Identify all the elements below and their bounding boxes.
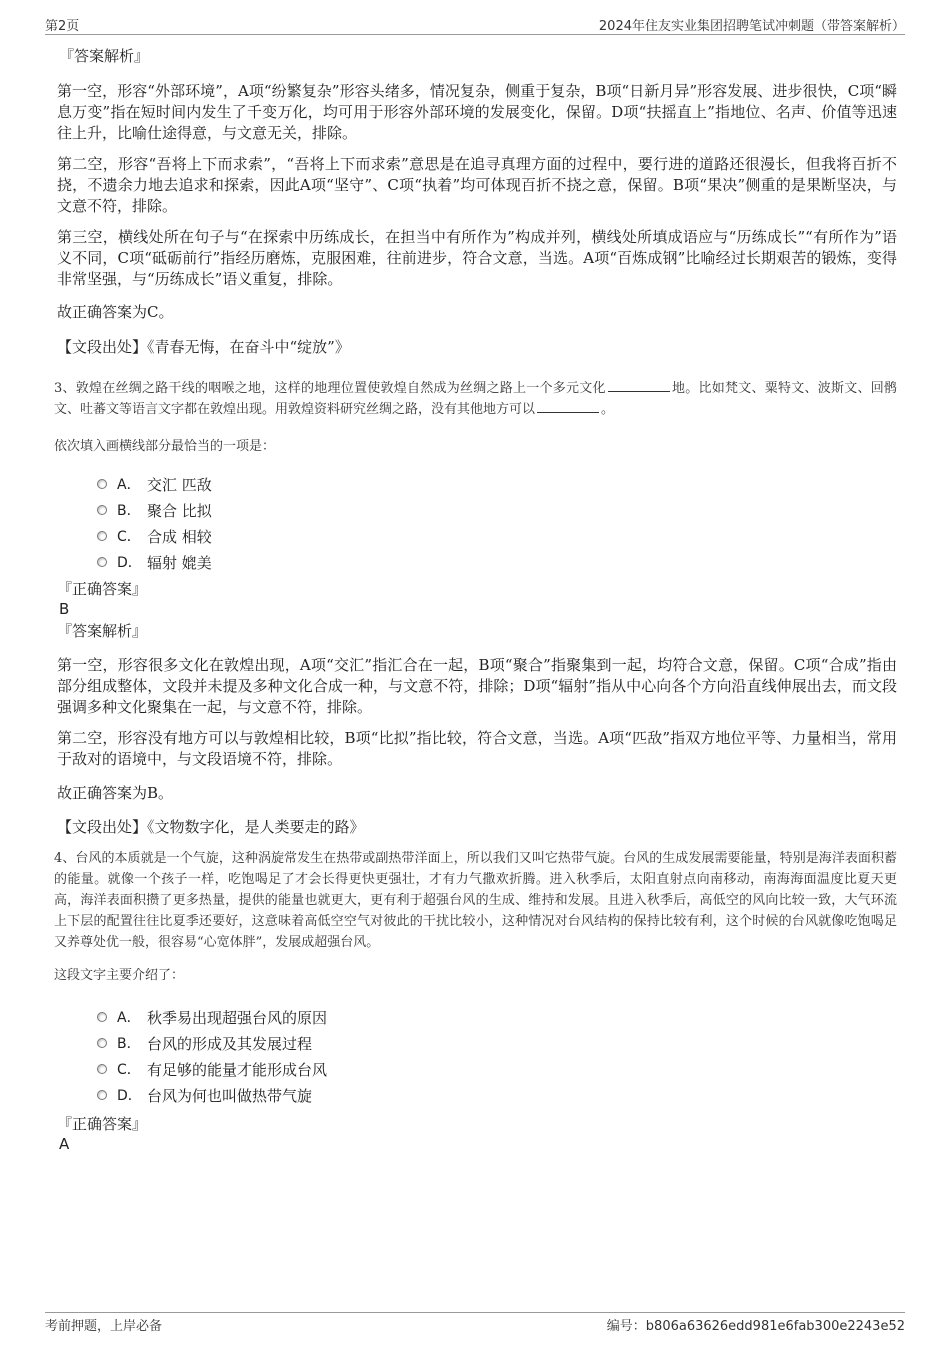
analysis-conclusion: 故正确答案为B。 — [57, 784, 174, 802]
analysis-paragraph: 第三空，横线处所在句子与“在探索中历练成长，在担当中有所作为”构成并列，横线处所填成语应与“历练成长”“有所作为”语义不同，C项“砥砺前行”指经历磨炼，克服困难，往前进步，符合文意，当选。A项“百炼成钢”比喻经过长期艰苦的锻炼，变得非常坚强，与“历练成长”语义重复，排除。 — [57, 228, 897, 288]
radio-icon[interactable] — [97, 557, 107, 567]
option-d[interactable] — [97, 1082, 897, 1108]
option-key: C． — [117, 529, 141, 545]
question-stem — [54, 378, 897, 420]
analysis-paragraph: 第二空，形容“吾将上下而求索”，“吾将上下而求索”意思是在追寻真理方面的过程中，要行进的道路还很漫长，但我将百折不挠，不遗余力地去追求和探索，因此A项“坚守”、C项“执着”均可体现百折不挠之意，保留。B项“果决”侧重的是果断坚决，与文意不符，排除。 — [57, 155, 897, 215]
radio-icon[interactable] — [97, 1012, 107, 1022]
correct-answer: B — [59, 600, 70, 618]
passage-source: 【文段出处】《青春无悔，在奋斗中“绽放”》 — [57, 338, 350, 356]
option-key: B． — [117, 503, 141, 519]
answer-blank — [608, 379, 670, 392]
radio-icon[interactable] — [97, 1064, 107, 1074]
option-text: 聚合 比拟 — [147, 501, 212, 520]
option-text: 交汇 匹敌 — [147, 475, 212, 494]
q2-analysis — [57, 46, 897, 358]
option-d[interactable] — [97, 549, 897, 575]
option-a[interactable] — [97, 471, 897, 497]
radio-icon[interactable] — [97, 505, 107, 515]
option-text: 台风的形成及其发展过程 — [147, 1034, 313, 1053]
page-header — [45, 14, 905, 35]
analysis-conclusion: 故正确答案为C。 — [57, 303, 174, 321]
footer-slogan: 考前押题，上岸必备 — [45, 1319, 163, 1334]
answer-blank — [537, 400, 599, 413]
option-b[interactable] — [97, 1030, 897, 1056]
analysis-paragraph: 第一空，形容“外部环境”，A项“纷繁复杂”形容头绪多，情况复杂，侧重于复杂，B项“日新月异”形容发展、进步很快，C项“瞬息万变”指在短时间内发生了千变万化，均可用于形容外部环境的发展变化，保留。D项“扶摇直上”指地位、名声、价值等迅速往上升，比喻仕途得意，与文意无关，排除。 — [57, 82, 897, 142]
answer-label: 『正确答案』 — [57, 580, 148, 598]
question-prompt: 依次填入画横线部分最恰当的一项是： — [54, 439, 276, 454]
option-text: 辐射 媲美 — [147, 553, 212, 572]
analysis-label: 『答案解析』 — [57, 622, 148, 640]
option-key: D． — [117, 1088, 142, 1104]
page-footer — [45, 1312, 905, 1333]
passage-source: 【文段出处】《文物数字化，是人类要走的路》 — [57, 818, 365, 836]
analysis-paragraph: 第一空，形容很多文化在敦煌出现，A项“交汇”指汇合在一起，B项“聚合”指聚集到一起，均符合文意，保留。C项“合成”指由部分组成整体，文段并未提及多种文化合成一种，与文意不符，排除；D项“辐射”指从中心向各个方向沿直线伸展出去，而文段强调多种文化聚集在一起，与文意不符，排除。 — [57, 656, 897, 716]
stem-part: 地。比如梵文、粟特文、波斯文、回鹘文、吐蕃文等语言文字都在敦煌出现。用敦煌资料研究丝绸之路，没有其他地方可以 — [54, 381, 897, 417]
stem-part: 。 — [601, 402, 615, 417]
radio-icon[interactable] — [97, 1090, 107, 1100]
question-stem: 4、台风的本质就是一个气旋，这种涡旋常发生在热带或副热带洋面上，所以我们又叫它热带气旋。台风的生成发展需要能量，特别是海洋表面积蓄的能量。就像一个孩子一样，吃饱喝足了才会长得更快更强壮，才有力气撒欢折腾。进入秋季后，太阳直射点向南移动，南海海面温度比夏天更高，海洋表面积攒了更多热量，提供的能量也就更大，更有利于超强台风的生成、维持和发展。且进入秋季后，高低空的风向比较一致，大气环流上下层的配置往往比夏季还要好，这意味着高低空空气对彼此的干扰比较小，这种情况对台风结构的保持比较有利，这个时候的台风就像吃饱喝足又养尊处优一般，很容易“心宽体胖”，发展成超强台风。 — [54, 851, 897, 950]
option-key: C． — [117, 1062, 141, 1078]
option-key: A． — [117, 1010, 141, 1026]
answer-label: 『正确答案』 — [57, 1115, 148, 1133]
option-a[interactable] — [97, 1004, 897, 1030]
radio-icon[interactable] — [97, 1038, 107, 1048]
option-b[interactable] — [97, 497, 897, 523]
option-text: 有足够的能量才能形成台风 — [147, 1060, 328, 1079]
option-text: 合成 相较 — [147, 527, 212, 546]
option-text: 秋季易出现超强台风的原因 — [147, 1008, 328, 1027]
option-list — [97, 1004, 897, 1108]
question-4 — [54, 848, 897, 1154]
option-c[interactable] — [97, 523, 897, 549]
radio-icon[interactable] — [97, 531, 107, 541]
analysis-label: 『答案解析』 — [59, 47, 150, 65]
document-id: 编号：b806a63626edd981e6fab300e2243e52 — [606, 1319, 905, 1334]
question-3 — [54, 378, 897, 838]
analysis-paragraph: 第二空，形容没有地方可以与敦煌相比较，B项“比拟”指比较，符合文意，当选。A项“匹敌”指双方地位平等、力量相当，常用于敌对的语境中，与文段语境不符，排除。 — [57, 729, 897, 768]
stem-part: 3、敦煌在丝绸之路干线的咽喉之地，这样的地理位置使敦煌自然成为丝绸之路上一个多元文化 — [54, 381, 606, 396]
option-c[interactable] — [97, 1056, 897, 1082]
option-key: A． — [117, 477, 141, 493]
option-list — [97, 471, 897, 575]
option-text: 台风为何也叫做热带气旋 — [147, 1086, 313, 1105]
page-number: 第2页 — [45, 19, 80, 34]
option-key: D． — [117, 555, 142, 571]
radio-icon[interactable] — [97, 479, 107, 489]
question-prompt: 这段文字主要介绍了： — [54, 968, 185, 983]
correct-answer: A — [59, 1135, 70, 1153]
document-title: 2024年住友实业集团招聘笔试冲刺题（带答案解析） — [598, 19, 905, 34]
page-content — [54, 46, 897, 1154]
option-key: B． — [117, 1036, 141, 1052]
